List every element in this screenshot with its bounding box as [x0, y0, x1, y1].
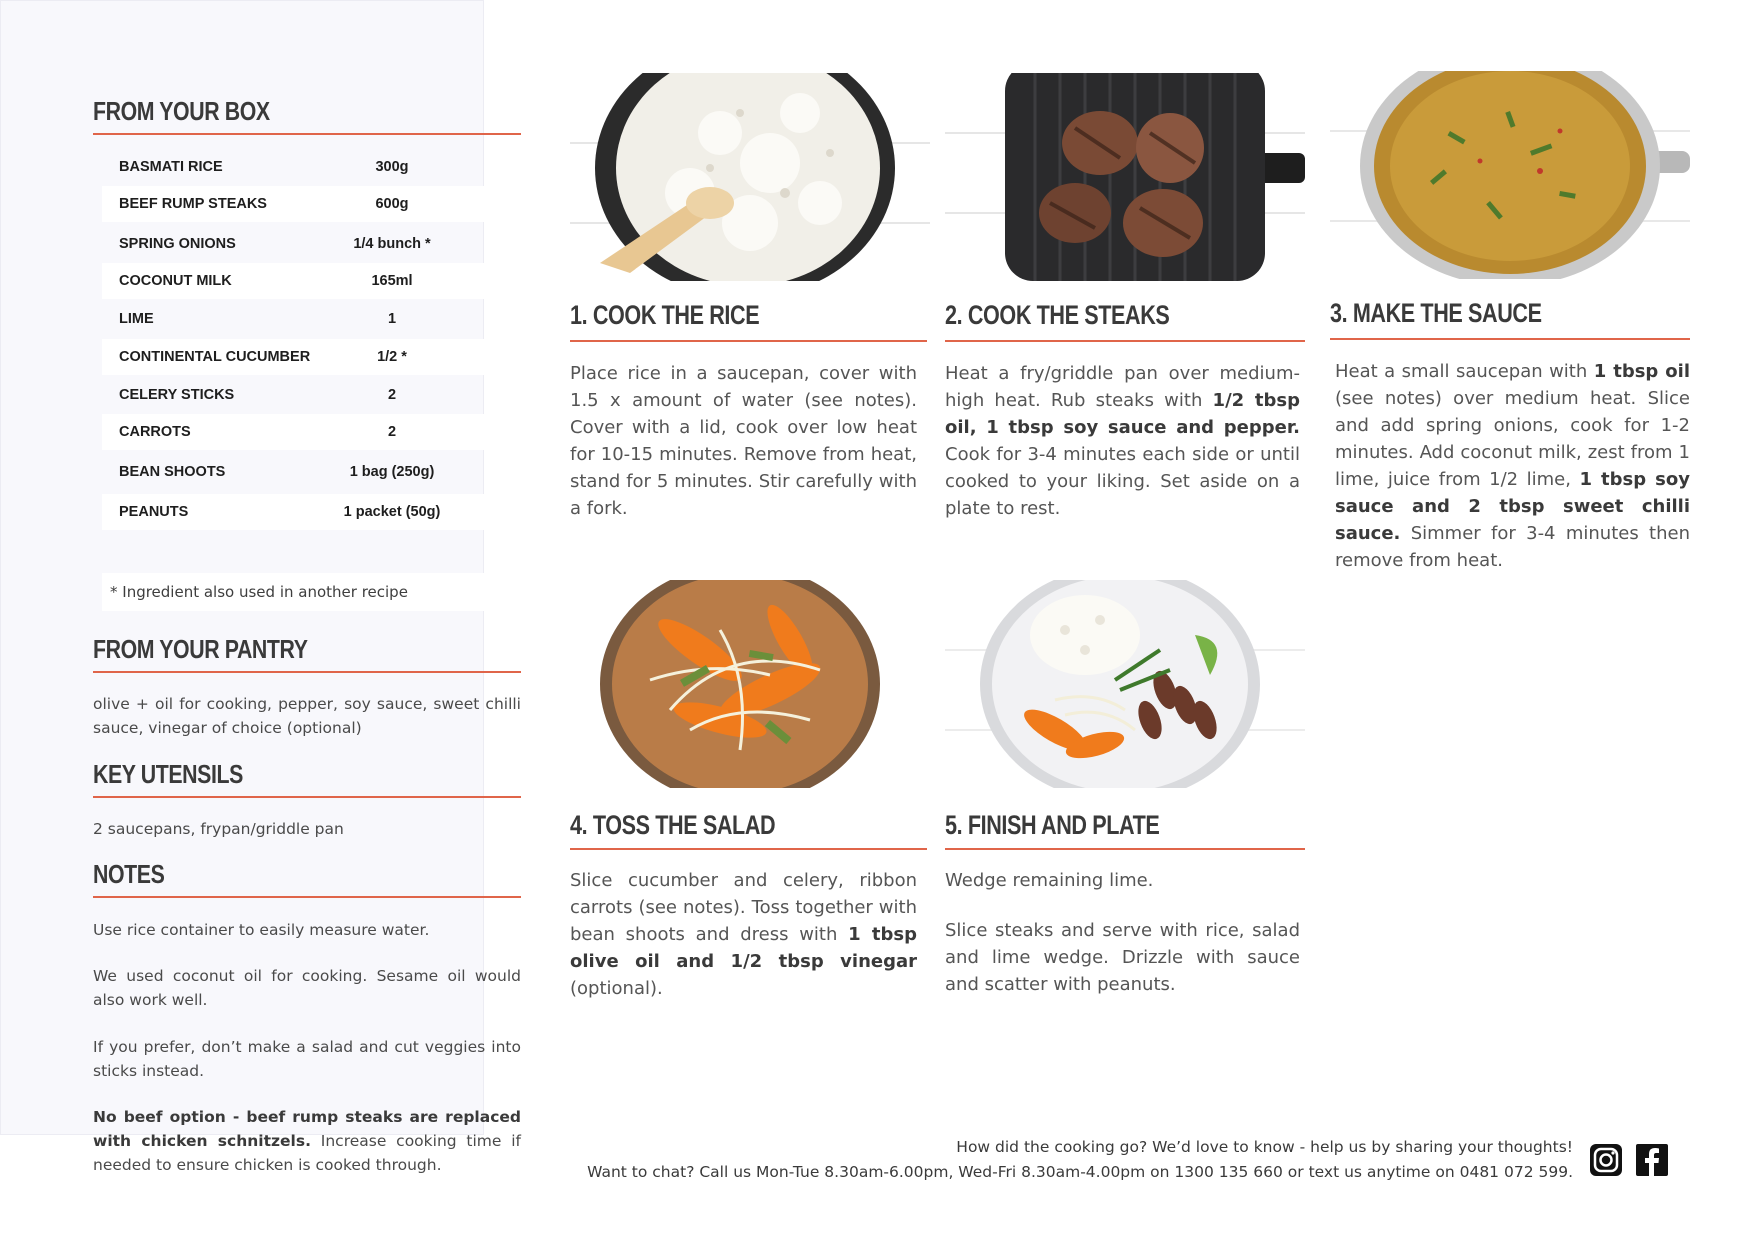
- from-your-box-heading: FROM YOUR BOX: [93, 96, 270, 126]
- from-your-pantry-heading: FROM YOUR PANTRY: [93, 634, 308, 664]
- step-divider: [945, 848, 1305, 850]
- footnote-text: * Ingredient also used in another recipe: [110, 583, 408, 601]
- note-4-bold: No beef option - beef rump steaks are replaced with chicken schnitzels.: [93, 1108, 521, 1150]
- contact-text: Want to chat? Call us Mon-Tue 8.30am-6.00pm, Wed-Fri 8.30am-4.00pm on 1300 135 660 or text us anytime on 0481 072 599.: [587, 1163, 1573, 1181]
- instruction-text: Heat a fry/griddle pan over medium-high heat. Rub steaks with: [945, 363, 1300, 411]
- ingredient-quantity: 1 packet (50g): [343, 504, 441, 520]
- note-4-rest: Increase cooking time if needed to ensure chicken is cooked through.: [93, 1132, 521, 1174]
- ingredient-name: COCONUT MILK: [119, 273, 232, 289]
- steaks-photo: [945, 73, 1305, 281]
- ingredient-quantity: 1/4 bunch *: [353, 236, 431, 252]
- instruction-text: (see notes) over medium heat. Slice and add spring onions, cook for 1-2 minutes. Add coconut milk, zest from 1 lime, juice from 1/2 lime,: [1335, 388, 1690, 490]
- plate-photo: [945, 580, 1305, 788]
- bold-instruction: 1 tbsp oil: [1593, 361, 1690, 382]
- step-2-title: 2. COOK THE STEAKS: [945, 300, 1170, 330]
- heading-divider: [93, 896, 521, 898]
- step-5-body-a: [945, 867, 1300, 894]
- ingredient-row: [102, 414, 512, 450]
- instruction-text: Slice cucumber and celery, ribbon carrots (see notes). Toss together with bean shoots and dress with: [570, 870, 917, 945]
- ingredient-name: BEEF RUMP STEAKS: [119, 196, 267, 212]
- ingredient-row: [102, 226, 512, 262]
- step-divider: [570, 848, 927, 850]
- sauce-photo: [1330, 71, 1690, 279]
- salad-photo: [570, 580, 930, 788]
- step-5-title: 5. FINISH AND PLATE: [945, 810, 1160, 840]
- note-3: If you prefer, don’t make a salad and cut veggies into sticks instead.: [93, 1038, 521, 1080]
- bold-instruction: 1/2 tbsp oil, 1 tbsp soy sauce and pepper.: [945, 390, 1300, 438]
- heading-divider: [93, 671, 521, 673]
- ingredient-quantity: 1 bag (250g): [349, 464, 435, 480]
- ingredient-row: [102, 454, 512, 490]
- ingredient-name: CONTINENTAL CUCUMBER: [119, 349, 311, 365]
- instruction-text: Cook for 3-4 minutes each side or until cooked to your liking. Set aside on a plate to rest.: [945, 444, 1300, 519]
- pantry-text: olive + oil for cooking, pepper, soy sauce, sweet chilli sauce, vinegar of choice (optional): [93, 695, 521, 737]
- ingredient-quantity: 600g: [375, 196, 409, 212]
- key-utensils-heading: KEY UTENSILS: [93, 759, 243, 789]
- step-3-body: [1335, 358, 1690, 574]
- instruction-text: Wedge remaining lime.: [945, 870, 1154, 891]
- step-4-title: 4. TOSS THE SALAD: [570, 810, 776, 840]
- ingredient-quantity: 300g: [375, 159, 409, 175]
- rice-photo: [570, 73, 930, 281]
- ingredient-quantity: 1: [387, 311, 397, 327]
- ingredient-row: [102, 186, 512, 222]
- ingredient-name: SPRING ONIONS: [119, 236, 236, 252]
- bold-instruction: 1 tbsp soy sauce and 2 tbsp sweet chilli sauce.: [1335, 469, 1690, 544]
- instruction-text: Heat a small saucepan with: [1335, 361, 1594, 382]
- heading-divider: [93, 133, 521, 135]
- step-4-body: [570, 867, 917, 1002]
- ingredient-row: [102, 263, 512, 299]
- ingredient-name: CELERY STICKS: [119, 387, 235, 403]
- ingredient-row: [102, 377, 512, 413]
- ingredient-quantity: 1/2 *: [377, 349, 407, 365]
- ingredient-name: BEAN SHOOTS: [119, 464, 226, 480]
- ingredient-quantity: 165ml: [371, 273, 413, 289]
- facebook-icon[interactable]: [1634, 1142, 1670, 1178]
- notes-heading: NOTES: [93, 859, 165, 889]
- instruction-text: Slice steaks and serve with rice, salad and lime wedge. Drizzle with sauce and scatter with peanuts.: [945, 920, 1300, 995]
- step-divider: [570, 340, 927, 342]
- ingredient-quantity: 2: [387, 387, 397, 403]
- instruction-text: (optional).: [570, 978, 663, 999]
- ingredient-name: PEANUTS: [119, 504, 189, 520]
- ingredient-row: [102, 339, 512, 375]
- step-divider: [945, 340, 1305, 342]
- footnote-box: [102, 573, 512, 611]
- step-1-body: [570, 360, 917, 522]
- note-1: Use rice container to easily measure water.: [93, 921, 430, 939]
- ingredient-name: LIME: [119, 311, 154, 327]
- step-divider: [1330, 338, 1690, 340]
- step-3-title: 3. MAKE THE SAUCE: [1330, 298, 1542, 328]
- ingredient-name: CARROTS: [119, 424, 191, 440]
- instruction-text: Simmer for 3-4 minutes then remove from heat.: [1335, 523, 1690, 571]
- instruction-text: Place rice in a saucepan, cover with 1.5 x amount of water (see notes). Cover with a lid, cook over low heat for 10-15 minutes. Remove from heat, stand for 5 minutes. Stir carefully with a fork.: [570, 363, 917, 519]
- ingredient-row: [102, 494, 512, 530]
- note-4: [93, 1105, 521, 1177]
- ingredient-row: [102, 301, 512, 337]
- ingredient-quantity: 2: [387, 424, 397, 440]
- step-2-body: [945, 360, 1300, 522]
- heading-divider: [93, 796, 521, 798]
- ingredient-row: [102, 149, 512, 185]
- step-5-body-b: [945, 917, 1300, 998]
- instagram-icon[interactable]: [1588, 1142, 1624, 1178]
- utensils-text: 2 saucepans, frypan/griddle pan: [93, 820, 344, 838]
- feedback-text: How did the cooking go? We’d love to know - help us by sharing your thoughts!: [956, 1138, 1573, 1156]
- bold-instruction: 1 tbsp olive oil and 1/2 tbsp vinegar: [570, 924, 917, 972]
- note-2: We used coconut oil for cooking. Sesame oil would also work well.: [93, 967, 521, 1009]
- step-1-title: 1. COOK THE RICE: [570, 300, 760, 330]
- ingredient-name: BASMATI RICE: [119, 159, 223, 175]
